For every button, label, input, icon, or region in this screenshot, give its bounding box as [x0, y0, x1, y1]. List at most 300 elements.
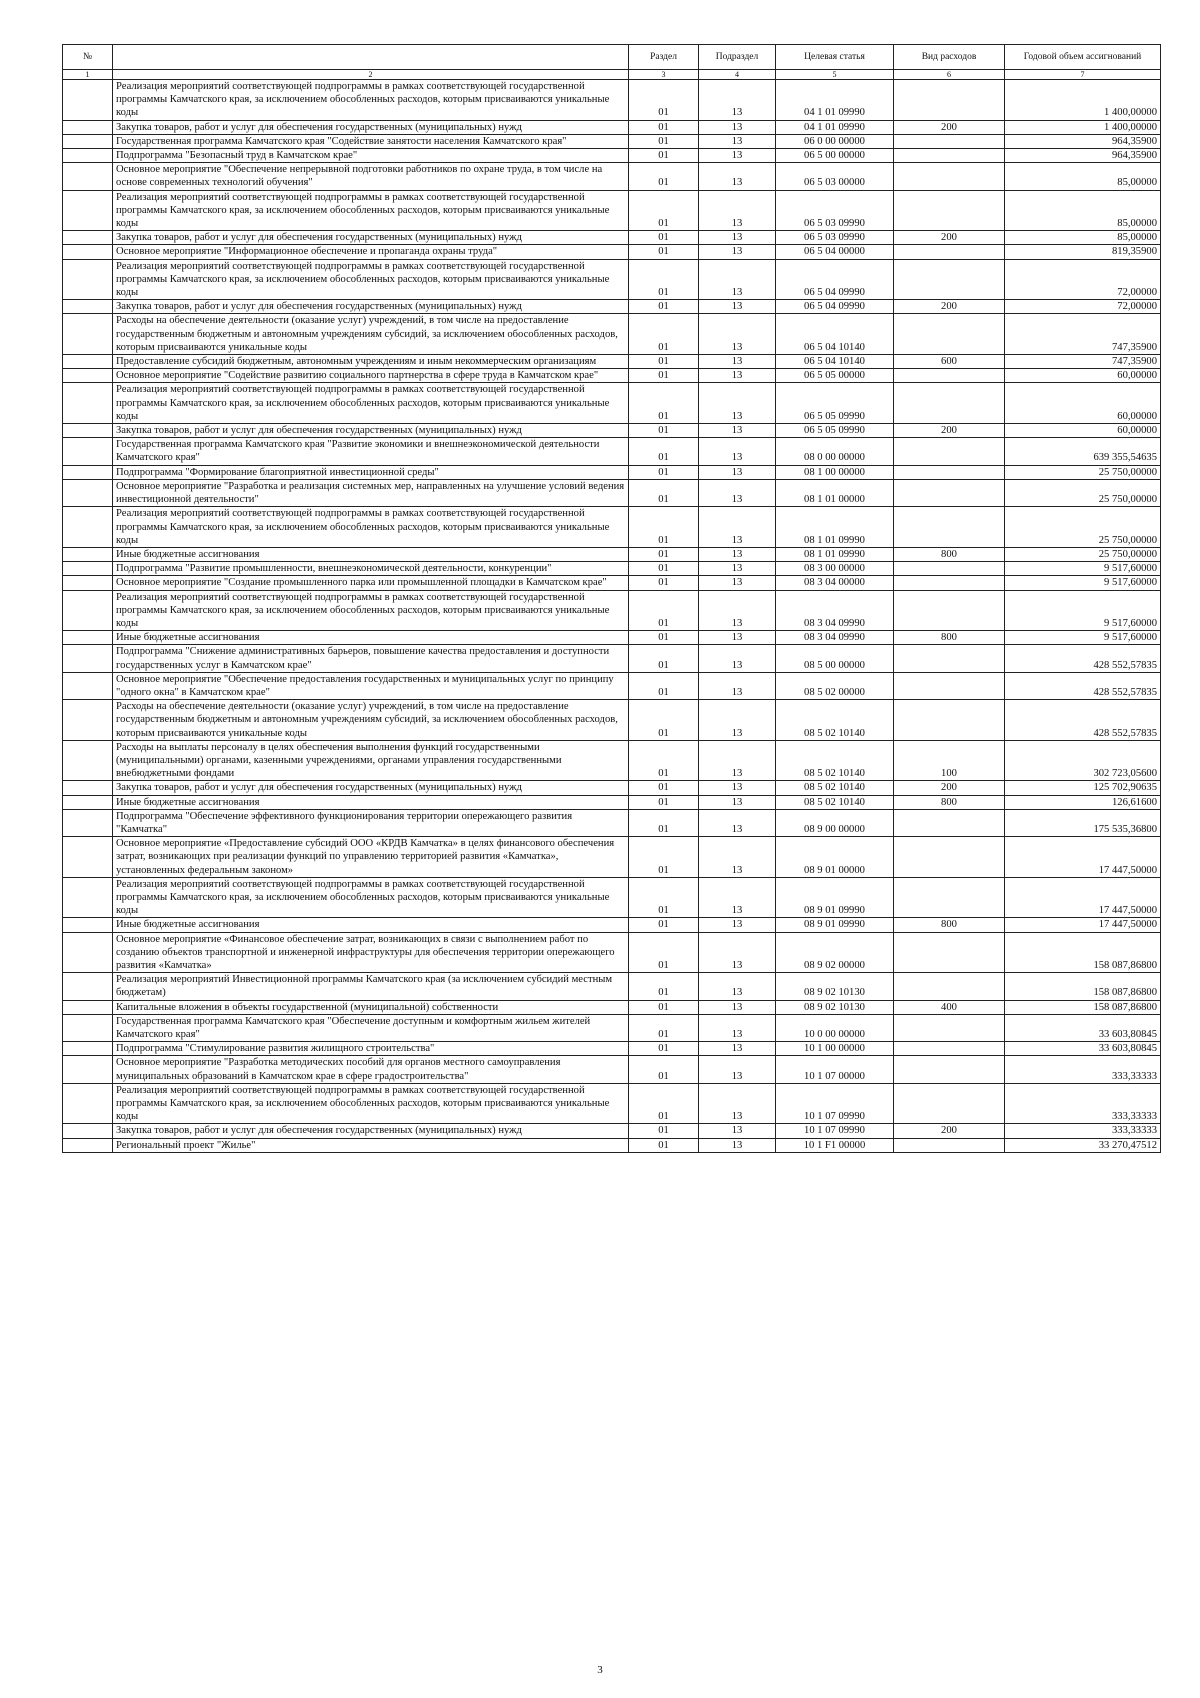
col-header-subsection: Подраздел	[699, 45, 776, 70]
row-subsection: 13	[699, 163, 776, 190]
row-subsection: 13	[699, 1000, 776, 1014]
row-name: Подпрограмма "Обеспечение эффективного функционирования территории опережающего развития "Камчатка"	[113, 809, 629, 836]
row-name: Основное мероприятие "Разработка методических пособий для органов местного самоуправления муниципальных образований в Камчатском крае в сфере градостроительства"	[113, 1056, 629, 1083]
row-target: 06 5 05 00000	[776, 369, 894, 383]
row-subsection: 13	[699, 438, 776, 465]
row-name: Государственная программа Камчатского края "Развитие экономики и внешнеэкономической деятельности Камчатского края"	[113, 438, 629, 465]
row-target: 10 1 07 00000	[776, 1056, 894, 1083]
row-subsection: 13	[699, 877, 776, 918]
row-number-cell	[63, 700, 113, 741]
row-name: Основное мероприятие «Предоставление субсидий ООО «КРДВ Камчатка» в целях финансового обеспечения затрат, возникающих при реализации функций по управлению территорией развития «Камчатка», установленных федеральным законом»	[113, 837, 629, 878]
row-target: 06 5 05 09990	[776, 383, 894, 424]
row-expense-type	[894, 163, 1005, 190]
row-expense-type	[894, 190, 1005, 231]
row-name: Иные бюджетные ассигнования	[113, 547, 629, 561]
row-expense-type	[894, 700, 1005, 741]
row-amount: 25 750,00000	[1005, 547, 1161, 561]
row-section: 01	[629, 507, 699, 548]
table-row	[63, 672, 1161, 699]
row-name: Основное мероприятие «Финансовое обеспечение затрат, возникающих в связи с выполнением работ по созданию объектов транспортной и инженерной инфраструктуры для обеспечения территории опережающего развития «Камчатка»	[113, 932, 629, 973]
row-subsection: 13	[699, 1014, 776, 1041]
row-subsection: 13	[699, 259, 776, 300]
row-section: 01	[629, 809, 699, 836]
row-target: 08 5 02 10140	[776, 740, 894, 781]
col-header-expense-type: Вид расходов	[894, 45, 1005, 70]
table-row	[63, 479, 1161, 506]
row-amount: 333,33333	[1005, 1124, 1161, 1138]
row-amount: 72,00000	[1005, 259, 1161, 300]
row-name: Реализация мероприятий соответствующей подпрограммы в рамках соответствующей государственной программы Камчатского края, за исключением обособленных расходов, которым присваиваются уникальные коды	[113, 590, 629, 631]
column-number: 7	[1005, 70, 1161, 80]
col-header-name	[113, 45, 629, 70]
row-name: Закупка товаров, работ и услуг для обеспечения государственных (муниципальных) нужд	[113, 1124, 629, 1138]
column-number: 2	[113, 70, 629, 80]
row-section: 01	[629, 163, 699, 190]
row-amount: 158 087,86800	[1005, 932, 1161, 973]
row-number-cell	[63, 190, 113, 231]
table-body	[63, 80, 1161, 1153]
row-name: Подпрограмма "Формирование благоприятной инвестиционной среды"	[113, 465, 629, 479]
row-number-cell	[63, 300, 113, 314]
row-target: 08 3 00 00000	[776, 562, 894, 576]
row-number-cell	[63, 877, 113, 918]
row-amount: 33 270,47512	[1005, 1138, 1161, 1152]
row-section: 01	[629, 355, 699, 369]
row-expense-type: 200	[894, 300, 1005, 314]
row-amount: 25 750,00000	[1005, 479, 1161, 506]
table-row	[63, 355, 1161, 369]
row-subsection: 13	[699, 383, 776, 424]
row-number-cell	[63, 355, 113, 369]
row-expense-type	[894, 479, 1005, 506]
header-row	[63, 45, 1161, 70]
row-section: 01	[629, 781, 699, 795]
table-row	[63, 149, 1161, 163]
row-amount: 333,33333	[1005, 1056, 1161, 1083]
row-section: 01	[629, 1083, 699, 1124]
table-row	[63, 300, 1161, 314]
row-target: 08 9 00 00000	[776, 809, 894, 836]
row-amount: 158 087,86800	[1005, 1000, 1161, 1014]
table-row	[63, 877, 1161, 918]
row-subsection: 13	[699, 576, 776, 590]
row-amount: 9 517,60000	[1005, 576, 1161, 590]
row-name: Расходы на выплаты персоналу в целях обеспечения выполнения функций государственными (муниципальными) органами, казенными учреждениями, органами управления государственными внебюджетными фондами	[113, 740, 629, 781]
table-row	[63, 1042, 1161, 1056]
row-subsection: 13	[699, 700, 776, 741]
row-expense-type: 200	[894, 781, 1005, 795]
row-name: Подпрограмма "Развитие промышленности, внешнеэкономической деятельности, конкуренции"	[113, 562, 629, 576]
row-section: 01	[629, 300, 699, 314]
row-subsection: 13	[699, 465, 776, 479]
row-target: 08 9 02 10130	[776, 973, 894, 1000]
row-subsection: 13	[699, 547, 776, 561]
row-target: 06 5 04 10140	[776, 314, 894, 355]
table-row	[63, 740, 1161, 781]
column-number: 4	[699, 70, 776, 80]
row-number-cell	[63, 672, 113, 699]
row-section: 01	[629, 877, 699, 918]
row-number-cell	[63, 645, 113, 672]
budget-table	[62, 44, 1161, 1153]
table-row	[63, 80, 1161, 121]
row-subsection: 13	[699, 1124, 776, 1138]
row-number-cell	[63, 837, 113, 878]
row-section: 01	[629, 1000, 699, 1014]
row-section: 01	[629, 479, 699, 506]
row-name: Основное мероприятие "Информационное обеспечение и пропаганда охраны труда"	[113, 245, 629, 259]
row-target: 08 0 00 00000	[776, 438, 894, 465]
row-name: Основное мероприятие "Обеспечение предоставления государственных и муниципальных услуг по принципу "одного окна" в Камчатском крае"	[113, 672, 629, 699]
column-number: 6	[894, 70, 1005, 80]
row-name: Иные бюджетные ассигнования	[113, 918, 629, 932]
row-target: 08 9 01 00000	[776, 837, 894, 878]
row-expense-type: 200	[894, 424, 1005, 438]
row-target: 08 1 01 09990	[776, 507, 894, 548]
row-number-cell	[63, 259, 113, 300]
row-section: 01	[629, 631, 699, 645]
table-row	[63, 973, 1161, 1000]
row-section: 01	[629, 438, 699, 465]
row-number-cell	[63, 507, 113, 548]
row-section: 01	[629, 562, 699, 576]
row-subsection: 13	[699, 314, 776, 355]
row-subsection: 13	[699, 424, 776, 438]
row-expense-type	[894, 245, 1005, 259]
row-number-cell	[63, 149, 113, 163]
row-name: Закупка товаров, работ и услуг для обеспечения государственных (муниципальных) нужд	[113, 781, 629, 795]
row-target: 08 1 01 09990	[776, 547, 894, 561]
row-number-cell	[63, 80, 113, 121]
row-amount: 25 750,00000	[1005, 465, 1161, 479]
row-amount: 964,35900	[1005, 134, 1161, 148]
row-expense-type: 800	[894, 918, 1005, 932]
row-amount: 85,00000	[1005, 163, 1161, 190]
row-expense-type	[894, 314, 1005, 355]
row-number-cell	[63, 369, 113, 383]
row-name: Региональный проект "Жилье"	[113, 1138, 629, 1152]
row-expense-type	[894, 1042, 1005, 1056]
table-row	[63, 465, 1161, 479]
row-name: Подпрограмма "Снижение административных барьеров, повышение качества предоставления и доступности государственных услуг в Камчатском крае"	[113, 645, 629, 672]
row-number-cell	[63, 590, 113, 631]
row-section: 01	[629, 932, 699, 973]
row-target: 08 5 00 00000	[776, 645, 894, 672]
table-row	[63, 190, 1161, 231]
row-subsection: 13	[699, 932, 776, 973]
table-row	[63, 369, 1161, 383]
row-expense-type	[894, 645, 1005, 672]
row-subsection: 13	[699, 245, 776, 259]
row-subsection: 13	[699, 479, 776, 506]
row-section: 01	[629, 245, 699, 259]
row-expense-type	[894, 932, 1005, 973]
row-number-cell	[63, 479, 113, 506]
table-row	[63, 1056, 1161, 1083]
row-number-cell	[63, 1042, 113, 1056]
row-subsection: 13	[699, 590, 776, 631]
table-row	[63, 383, 1161, 424]
table-row	[63, 562, 1161, 576]
table-row	[63, 547, 1161, 561]
row-target: 04 1 01 09990	[776, 80, 894, 121]
row-target: 06 5 03 09990	[776, 190, 894, 231]
row-number-cell	[63, 1138, 113, 1152]
row-amount: 60,00000	[1005, 383, 1161, 424]
row-section: 01	[629, 465, 699, 479]
row-subsection: 13	[699, 631, 776, 645]
row-name: Расходы на обеспечение деятельности (оказание услуг) учреждений, в том числе на предоставление государственным бюджетным и автономным учреждениям субсидий, за исключением обособленных расходов, которым присваиваются уникальные коды	[113, 314, 629, 355]
row-name: Подпрограмма "Безопасный труд в Камчатском крае"	[113, 149, 629, 163]
row-expense-type	[894, 973, 1005, 1000]
row-expense-type: 400	[894, 1000, 1005, 1014]
row-expense-type: 800	[894, 547, 1005, 561]
row-section: 01	[629, 645, 699, 672]
row-expense-type: 200	[894, 231, 1005, 245]
table-row	[63, 781, 1161, 795]
table-row	[63, 507, 1161, 548]
row-subsection: 13	[699, 231, 776, 245]
row-amount: 428 552,57835	[1005, 672, 1161, 699]
row-subsection: 13	[699, 134, 776, 148]
row-target: 10 1 07 09990	[776, 1124, 894, 1138]
row-amount: 17 447,50000	[1005, 877, 1161, 918]
row-name: Реализация мероприятий соответствующей подпрограммы в рамках соответствующей государственной программы Камчатского края, за исключением обособленных расходов, которым присваиваются уникальные коды	[113, 190, 629, 231]
row-expense-type	[894, 590, 1005, 631]
row-number-cell	[63, 120, 113, 134]
row-name: Реализация мероприятий соответствующей подпрограммы в рамках соответствующей государственной программы Камчатского края, за исключением обособленных расходов, которым присваиваются уникальные коды	[113, 259, 629, 300]
row-target: 06 5 04 09990	[776, 259, 894, 300]
table-row	[63, 314, 1161, 355]
row-name: Подпрограмма "Стимулирование развития жилищного строительства"	[113, 1042, 629, 1056]
row-name: Реализация мероприятий соответствующей подпрограммы в рамках соответствующей государственной программы Камчатского края, за исключением обособленных расходов, которым присваиваются уникальные коды	[113, 507, 629, 548]
table-row	[63, 134, 1161, 148]
row-amount: 964,35900	[1005, 149, 1161, 163]
row-number-cell	[63, 809, 113, 836]
row-number-cell	[63, 576, 113, 590]
row-number-cell	[63, 134, 113, 148]
row-target: 08 3 04 00000	[776, 576, 894, 590]
row-section: 01	[629, 120, 699, 134]
row-amount: 9 517,60000	[1005, 631, 1161, 645]
row-section: 01	[629, 314, 699, 355]
row-amount: 747,35900	[1005, 314, 1161, 355]
table-row	[63, 631, 1161, 645]
row-name: Основное мероприятие "Обеспечение непрерывной подготовки работников по охране труда, в том числе на основе современных технологий обучения"	[113, 163, 629, 190]
column-number-row	[63, 70, 1161, 80]
row-subsection: 13	[699, 973, 776, 1000]
col-header-target: Целевая статья	[776, 45, 894, 70]
row-subsection: 13	[699, 918, 776, 932]
table-row	[63, 932, 1161, 973]
row-amount: 85,00000	[1005, 231, 1161, 245]
row-subsection: 13	[699, 809, 776, 836]
table-row	[63, 590, 1161, 631]
row-amount: 302 723,05600	[1005, 740, 1161, 781]
row-section: 01	[629, 383, 699, 424]
row-subsection: 13	[699, 645, 776, 672]
row-amount: 333,33333	[1005, 1083, 1161, 1124]
row-amount: 9 517,60000	[1005, 562, 1161, 576]
row-amount: 639 355,54635	[1005, 438, 1161, 465]
col-header-section: Раздел	[629, 45, 699, 70]
row-expense-type	[894, 1014, 1005, 1041]
row-subsection: 13	[699, 190, 776, 231]
row-section: 01	[629, 231, 699, 245]
row-section: 01	[629, 1056, 699, 1083]
row-section: 01	[629, 700, 699, 741]
row-number-cell	[63, 314, 113, 355]
table-row	[63, 424, 1161, 438]
table-row	[63, 1014, 1161, 1041]
row-target: 06 5 03 09990	[776, 231, 894, 245]
row-subsection: 13	[699, 80, 776, 121]
row-target: 08 9 01 09990	[776, 918, 894, 932]
row-amount: 125 702,90635	[1005, 781, 1161, 795]
table-row	[63, 438, 1161, 465]
col-header-amount: Годовой объем ассигнований	[1005, 45, 1161, 70]
row-expense-type	[894, 809, 1005, 836]
row-target: 10 1 00 00000	[776, 1042, 894, 1056]
row-section: 01	[629, 740, 699, 781]
row-target: 04 1 01 09990	[776, 120, 894, 134]
row-expense-type	[894, 438, 1005, 465]
row-expense-type	[894, 507, 1005, 548]
row-name: Государственная программа Камчатского края "Обеспечение доступным и комфортным жильем жителей Камчатского края"	[113, 1014, 629, 1041]
row-name: Основное мероприятие "Содействие развитию социального партнерства в сфере труда в Камчатском крае"	[113, 369, 629, 383]
row-number-cell	[63, 781, 113, 795]
column-number: 1	[63, 70, 113, 80]
row-amount: 60,00000	[1005, 424, 1161, 438]
row-section: 01	[629, 80, 699, 121]
row-expense-type	[894, 1083, 1005, 1124]
row-name: Иные бюджетные ассигнования	[113, 631, 629, 645]
row-section: 01	[629, 369, 699, 383]
table-row	[63, 245, 1161, 259]
row-section: 01	[629, 1042, 699, 1056]
col-header-num: №	[63, 45, 113, 70]
row-amount: 33 603,80845	[1005, 1042, 1161, 1056]
row-expense-type: 800	[894, 631, 1005, 645]
row-section: 01	[629, 259, 699, 300]
row-section: 01	[629, 1014, 699, 1041]
row-number-cell	[63, 438, 113, 465]
row-subsection: 13	[699, 1083, 776, 1124]
row-number-cell	[63, 245, 113, 259]
row-number-cell	[63, 383, 113, 424]
row-target: 10 1 07 09990	[776, 1083, 894, 1124]
row-expense-type	[894, 837, 1005, 878]
row-section: 01	[629, 590, 699, 631]
row-amount: 428 552,57835	[1005, 645, 1161, 672]
row-amount: 9 517,60000	[1005, 590, 1161, 631]
row-subsection: 13	[699, 1056, 776, 1083]
row-amount: 158 087,86800	[1005, 973, 1161, 1000]
row-number-cell	[63, 1056, 113, 1083]
table-row	[63, 1000, 1161, 1014]
row-section: 01	[629, 576, 699, 590]
row-number-cell	[63, 231, 113, 245]
row-name: Государственная программа Камчатского края "Содействие занятости населения Камчатского края"	[113, 134, 629, 148]
row-section: 01	[629, 190, 699, 231]
row-expense-type	[894, 259, 1005, 300]
row-subsection: 13	[699, 355, 776, 369]
table-row	[63, 163, 1161, 190]
row-expense-type	[894, 149, 1005, 163]
row-expense-type	[894, 465, 1005, 479]
row-subsection: 13	[699, 149, 776, 163]
budget-page	[62, 44, 1160, 1153]
row-subsection: 13	[699, 562, 776, 576]
row-expense-type: 600	[894, 355, 1005, 369]
row-number-cell	[63, 424, 113, 438]
row-number-cell	[63, 465, 113, 479]
row-name: Реализация мероприятий Инвестиционной программы Камчатского края (за исключением субсидий местным бюджетам)	[113, 973, 629, 1000]
table-row	[63, 795, 1161, 809]
row-number-cell	[63, 795, 113, 809]
row-subsection: 13	[699, 672, 776, 699]
row-name: Расходы на обеспечение деятельности (оказание услуг) учреждений, в том числе на предоставление государственным бюджетным и автономным учреждениям субсидий, за исключением обособленных расходов, которым присваиваются уникальные коды	[113, 700, 629, 741]
row-number-cell	[63, 932, 113, 973]
row-target: 06 0 00 00000	[776, 134, 894, 148]
row-name: Реализация мероприятий соответствующей подпрограммы в рамках соответствующей государственной программы Камчатского края, за исключением обособленных расходов, которым присваиваются уникальные коды	[113, 877, 629, 918]
row-expense-type	[894, 672, 1005, 699]
row-target: 10 0 00 00000	[776, 1014, 894, 1041]
row-section: 01	[629, 1124, 699, 1138]
row-amount: 1 400,00000	[1005, 80, 1161, 121]
row-number-cell	[63, 163, 113, 190]
row-expense-type	[894, 576, 1005, 590]
row-name: Реализация мероприятий соответствующей подпрограммы в рамках соответствующей государственной программы Камчатского края, за исключением обособленных расходов, которым присваиваются уникальные коды	[113, 1083, 629, 1124]
row-target: 06 5 03 00000	[776, 163, 894, 190]
row-amount: 126,61600	[1005, 795, 1161, 809]
row-target: 06 5 04 10140	[776, 355, 894, 369]
row-target: 08 1 01 00000	[776, 479, 894, 506]
row-expense-type: 200	[894, 120, 1005, 134]
row-target: 08 9 02 00000	[776, 932, 894, 973]
table-row	[63, 645, 1161, 672]
table-row	[63, 231, 1161, 245]
row-target: 08 9 01 09990	[776, 877, 894, 918]
table-row	[63, 576, 1161, 590]
row-number-cell	[63, 740, 113, 781]
row-number-cell	[63, 973, 113, 1000]
row-name: Предоставление субсидий бюджетным, автономным учреждениям и иным некоммерческим организациям	[113, 355, 629, 369]
row-expense-type	[894, 369, 1005, 383]
row-target: 10 1 F1 00000	[776, 1138, 894, 1152]
row-target: 08 5 02 10140	[776, 700, 894, 741]
row-amount: 428 552,57835	[1005, 700, 1161, 741]
row-name: Капитальные вложения в объекты государственной (муниципальной) собственности	[113, 1000, 629, 1014]
table-row	[63, 1083, 1161, 1124]
row-subsection: 13	[699, 300, 776, 314]
row-name: Основное мероприятие "Разработка и реализация системных мер, направленных на улучшение условий ведения инвестиционной деятельности"	[113, 479, 629, 506]
table-row	[63, 837, 1161, 878]
row-target: 06 5 00 00000	[776, 149, 894, 163]
row-name: Закупка товаров, работ и услуг для обеспечения государственных (муниципальных) нужд	[113, 120, 629, 134]
table-row	[63, 259, 1161, 300]
table-row	[63, 918, 1161, 932]
row-amount: 85,00000	[1005, 190, 1161, 231]
row-amount: 72,00000	[1005, 300, 1161, 314]
table-row	[63, 1138, 1161, 1152]
row-section: 01	[629, 134, 699, 148]
row-target: 08 5 02 00000	[776, 672, 894, 699]
row-section: 01	[629, 547, 699, 561]
row-name: Закупка товаров, работ и услуг для обеспечения государственных (муниципальных) нужд	[113, 231, 629, 245]
row-amount: 1 400,00000	[1005, 120, 1161, 134]
row-amount: 17 447,50000	[1005, 918, 1161, 932]
